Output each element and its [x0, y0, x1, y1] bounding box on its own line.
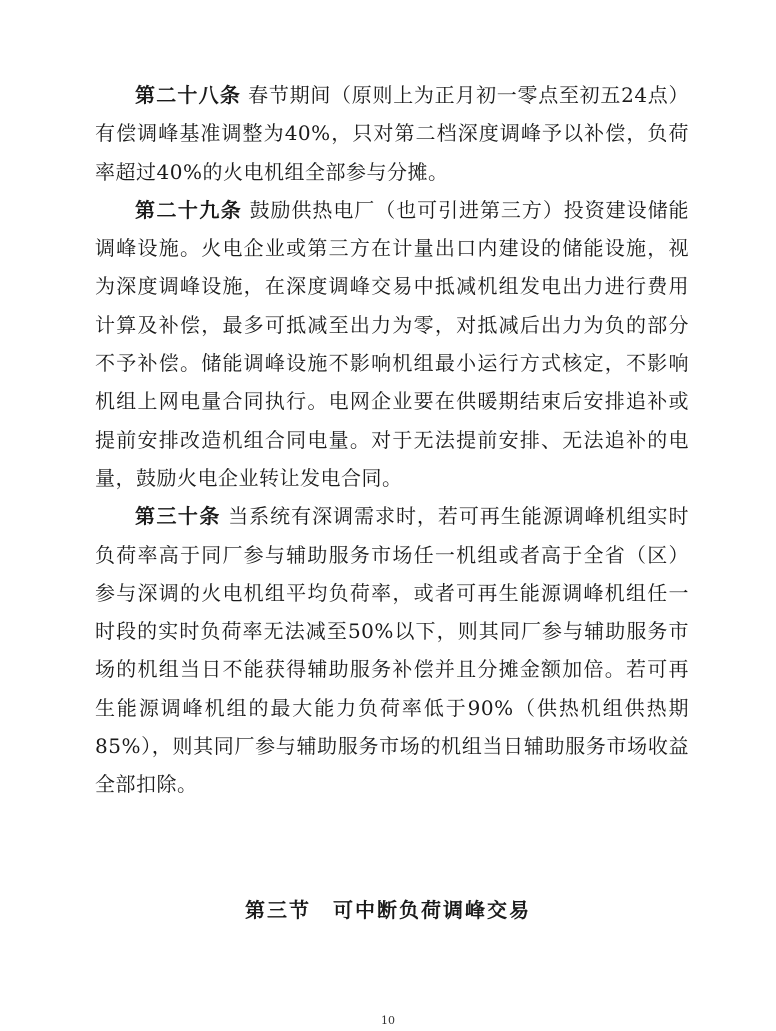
article-heading: 第二十九条 — [135, 197, 243, 222]
article-heading: 第二十八条 — [135, 83, 242, 107]
article-heading: 第三十条 — [135, 504, 221, 529]
article-29 — [95, 191, 689, 497]
section-title: 第三节 可中断负荷调峰交易 — [245, 898, 531, 922]
article-28 — [95, 76, 689, 191]
document-body — [95, 76, 689, 804]
article-30 — [95, 497, 689, 803]
article-text: 鼓励供热电厂（也可引进第三方）投资建设储能调峰设施。火电企业或第三方在计量出口内建设的储能设施，视为深度调峰设施，在深度调峰交易中抵减机组发电出力进行费用计算及补偿，最多可抵减至出力为零，对抵减后出力为负的部分不予补偿。储能调峰设施不影响机组最小运行方式核定，不影响机组上网电量合同执行。电网企业要在供暖期结束后安排追补或提前安排改造机组合同电量。对于无法提前安排、无法追补的电量，鼓励火电企业转让发电合同。 — [95, 197, 690, 490]
page-number: 10 — [381, 1014, 395, 1027]
article-text: 当系统有深调需求时，若可再生能源调峰机组实时负荷率高于同厂参与辅助服务市场任一机组或者高于全省（区）参与深调的火电机组平均负荷率，或者可再生能源调峰机组任一时段的实时负荷率无法减至50%以下，则其同厂参与辅助服务市场的机组当日不能获得辅助服务补偿并且分摊金额加倍。若可再生能源调峰机组的最大能力负荷率低于90%（供热机组供热期85%），则其同厂参与辅助服务市场的机组当日辅助服务市场收益全部扣除。 — [95, 504, 690, 797]
article-text: 春节期间（原则上为正月初一零点至初五24点）有偿调峰基准调整为40%，只对第二档深度调峰予以补偿，负荷率超过40%的火电机组全部参与分摊。 — [95, 83, 689, 184]
